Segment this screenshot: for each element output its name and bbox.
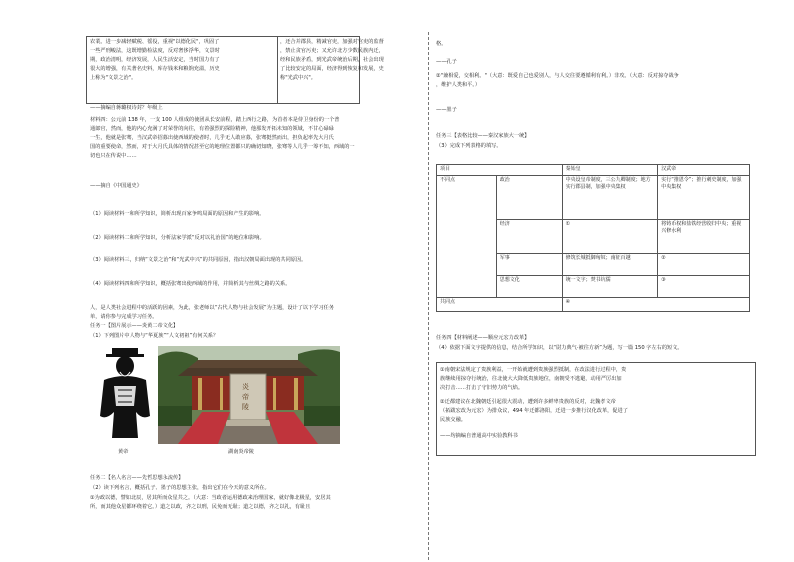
table-header-han: 汉武帝 [658,165,750,176]
table-label-diff: 不同点 [437,176,497,298]
table-header-item: 项目 [437,165,563,176]
material-4-line1: 材料四：公元前 138 年，一支 100 人组成的使团从长安前程，踏上西行之路，为首者本是侍卫身份的一个普 [90,117,340,123]
top-box-col1-line1: 农業。进一步减轻赋税、徭役，重视"以德化民"，巩固了 [90,39,220,45]
question-1: （1）阅读材料一和所学知识，简析出现百家争鸣局面的原因和产生的影响。 [90,211,265,217]
quote2-line1: ②"兼相爱，交相利。"（大意：既爱自己也爱别人，与人交往要遵循利有利。）非攻。（大意：反对掠夺战争 [436,73,679,79]
top-box-col2-line4: 了比较安定的局面，经济得到恢复和发展，史 [280,66,384,72]
table-label-military: 军事 [496,254,562,276]
table-cell-common: ④ [562,298,749,312]
quote1-line1: ①为政以德，譬如北辰，居其所而众星共之。（大意：当政者运用德政来治理国家，就好像北极星，安居其 [90,495,331,501]
task4-question: （4）依据下面文字提供的信息，结合所学知识，以“尉力典气·被往方新”为题，写一篇 150 字左右的短文。 [436,345,683,351]
right-source-kongzi: ——孔子 [436,59,457,65]
table-row [437,165,750,176]
top-box-col1-line5: 上称为"文景之治"。 [90,75,137,81]
top-box-col1-line3: 期，政治清明，经济发展，人民生活安定，当时国力有了 [90,57,220,63]
intro-line1: 人，是人类社会进程中的活跃的因素，为此，张老师以“古代人物与社会发展”为主题，设计了以下学习任务 [90,305,335,311]
column-divider [428,32,429,560]
comparison-table [436,164,750,312]
table-label-politics: 政治 [496,176,562,220]
intro-line2: 单，请你参与完成学习任务。 [90,314,158,320]
table-cell-economy-han: 将铸币权和盐铁经营收归中央；重视兴修水利 [658,220,750,254]
box-source: ——均摘编自普通高中实验教科书 [440,433,518,439]
stele-inscription: 炎帝陵 [242,383,249,411]
caption-yandi-mausoleum: 湖南炎帝陵 [228,449,254,455]
task4-title: 任务四【材料阐述——顺应元宏力改革】 [436,335,530,341]
table-header-qin: 秦始皇 [562,165,658,176]
top-box-col2-line5: 称"光武中兴"。 [280,75,316,81]
caption-huangdi: 黄帝 [118,449,129,455]
task2-title: 任务二【名人名言——先哲思想永流传】 [90,475,184,481]
right-top-line1: 格。 [436,41,447,47]
top-box-col1-line4: 很大的增强，有关著名史料，库存钱米和粮饷充溢，历史 [90,66,220,72]
top-box-col2-line3: 经和民族矛盾，到光武帝统治后期，社会出现 [280,57,384,63]
table-row [437,176,750,220]
top-box-col1-line2: 一些严刑峻法，这既增勤检法度，反对奢侈浮华，文景时 [90,48,220,54]
top-box-col2-line2: ，禁止贪官污吏；又允许北方少数民族内迁， [280,48,384,54]
table-cell-economy-qin: ① [562,220,658,254]
table-cell-thought-han: ③ [658,276,750,298]
yandi-mausoleum-image [158,346,340,444]
top-box-col2-line1: ，还合并郡县，精减官吏，加强对官吏的监督 [280,39,384,45]
quote1-line2: 所，而其他众星都环绕着它。）道之以政，齐之以刑，民免而无耻；道之以德，齐之以礼，有耻且 [90,504,311,510]
table-cell-thought-qin: 统一文字；焚书坑儒 [562,276,658,298]
material-4-line5: 切也只在传说中…… [90,153,137,159]
box-p1-line3: 决打击……打击了守旧势力的气焰。 [440,385,524,391]
task1-question: （1）下列图片中人物与“华夏族”“人文初祖”有何关系？ [90,333,219,339]
material-4-line4: 国的重要使命，然而，对于大月氏具体的情况甚至它的地理位置都只的确切知晓，张骞等人几乎一筹不知，西域的一 [90,144,355,150]
box-p1-line1: ①南朝宋法规定了贵族利益，一开始就遭到贵族强烈抵制，在改法进行过程中，贵 [440,367,627,373]
task3-title: 任务三【表格比较——秦汉家族大一统】 [436,133,530,139]
question-4: （4）阅读材料四和所学知识，概括张骞出使西域的作用，并简析其与丝绸之路的关系。 [90,281,291,287]
material-4-line2: 通郎官，然而，他的内心充满了对荣誉的向往，有着强烈的探险精神，他那发开拓未知的领域，不甘心碌碌 [90,126,334,132]
table-label-common: 共同点 [437,298,563,312]
table-cell-politics-han: 实行“推恩令”；推行刺史制度，加强中央集权 [658,176,750,220]
task3-question: （3）完成下列表格的填写。 [436,143,502,149]
box-p2-line1: ②迁都建议在北魏朝廷引起很大震动，遭到许多鲜卑贵族的反对，北魏孝文帝 [440,399,616,405]
material-4-line3: 一生，他就是张骞，当汉武帝招募出使西域的使者时，几乎无人敢应募，张骞挺然而出，担负起率先大月氏 [90,135,334,141]
table-label-economy: 经济 [496,220,562,254]
source-2: ——摘自《中国通史》 [90,183,142,189]
source-1: ——摘编自蒋璐权诗封？年级上 [90,105,163,111]
box-p2-line2: （拓跋宏改为元宏）为排众议，494 年迁都洛阳，迁进一步推行汉化改革，促进了 [440,408,628,414]
question-2: （2）阅读材料二和所学知识，分析法家学派“反对以礼治国”的地位和影响。 [90,235,265,241]
table-cell-military-qin: 修筑长城抵御匈奴；南征百越 [562,254,658,276]
top-box-split [277,37,278,103]
source-mozi: ——墨子 [436,107,457,113]
table-label-thought: 思想文化 [496,276,562,298]
task2-question: （2）读下列名言，概括孔子、墨子的思想主张，指出它们在今天的意义所在。 [90,485,270,491]
huangdi-figure-image [96,346,154,442]
box-p1-line2: 族继续用掠夺行统治，往北使大大降低贵族地位，南朝受不逃避，动用严厉出加 [440,376,622,382]
box-p2-line3: 民族交融。 [440,417,466,423]
quote2-line2: ，维护人类和平。） [436,82,481,88]
task1-title: 任务一【图片展示——炎黄二帝文化】 [90,323,179,329]
table-row [437,298,750,312]
question-3: （3）阅读材料三，归纳“文景之治”和“光武中兴”的共同原因，指出汉朝局面出现的共同原因。 [90,257,307,263]
table-cell-military-han: ② [658,254,750,276]
table-cell-politics-qin: 中央设皇帝制度，三公九卿制度；地方实行郡县制，加强中央集权 [562,176,658,220]
